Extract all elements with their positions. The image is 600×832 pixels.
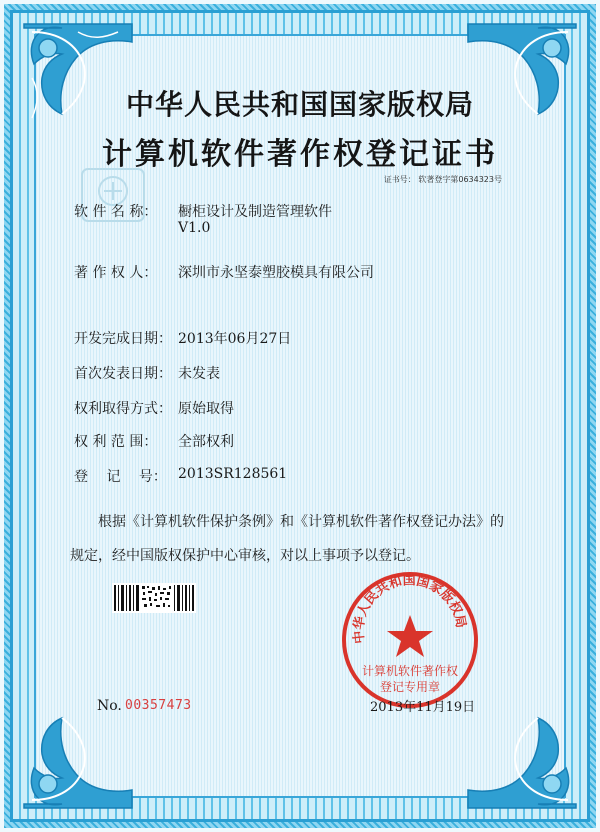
barcode-icon bbox=[112, 583, 196, 613]
statement-line-1: 根据《计算机软件保护条例》和《计算机软件著作权登记办法》的 bbox=[98, 514, 504, 530]
issue-date: 2013年11月19日 bbox=[370, 700, 476, 715]
field-label-completion-date: 开发完成日期： bbox=[74, 331, 172, 347]
field-value-software-version: V1.0 bbox=[178, 220, 211, 236]
field-label-registration-number: 登 记 号： bbox=[74, 469, 167, 485]
certificate-number bbox=[384, 174, 502, 185]
field-value-completion-date: 2013年06月27日 bbox=[178, 331, 292, 347]
serial-number-label: No. bbox=[97, 698, 122, 714]
field-label-publish-date: 首次发表日期： bbox=[74, 366, 172, 382]
certificate-title: 计算机软件著作权登记证书 bbox=[102, 137, 498, 172]
field-value-software-name: 橱柜设计及制造管理软件 bbox=[178, 204, 332, 220]
seal-ring-text: 中华人民共和国国家版权局 bbox=[351, 573, 469, 645]
field-label-software-name: 软 件 名 称： bbox=[74, 204, 158, 220]
field-value-copyright-owner: 深圳市永坚泰塑胶模具有限公司 bbox=[178, 265, 374, 281]
serial-number-value: 00357473 bbox=[125, 698, 192, 713]
seal-text-line-2: 登记专用章 bbox=[379, 680, 441, 694]
field-value-registration-number: 2013SR128561 bbox=[178, 466, 288, 482]
issuer-title: 中华人民共和国国家版权局 bbox=[125, 88, 474, 121]
official-seal bbox=[335, 565, 485, 715]
certificate-number-value: 软著登字第0634323号 bbox=[418, 175, 502, 184]
field-label-acquisition-method: 权利取得方式： bbox=[74, 401, 172, 417]
field-value-acquisition-method: 原始取得 bbox=[178, 401, 234, 417]
field-value-publish-date: 未发表 bbox=[178, 366, 220, 382]
star-icon bbox=[387, 615, 433, 657]
statement-line-2: 规定，经中国版权保护中心审核，对以上事项予以登记。 bbox=[70, 548, 420, 564]
field-label-rights-scope: 权 利 范 围： bbox=[74, 434, 158, 450]
field-value-rights-scope: 全部权利 bbox=[178, 434, 234, 450]
field-label-copyright-owner: 著 作 权 人： bbox=[74, 265, 158, 281]
certificate-number-label: 证书号： bbox=[383, 175, 416, 184]
seal-text-line-1: 计算机软件著作权 bbox=[361, 664, 459, 678]
